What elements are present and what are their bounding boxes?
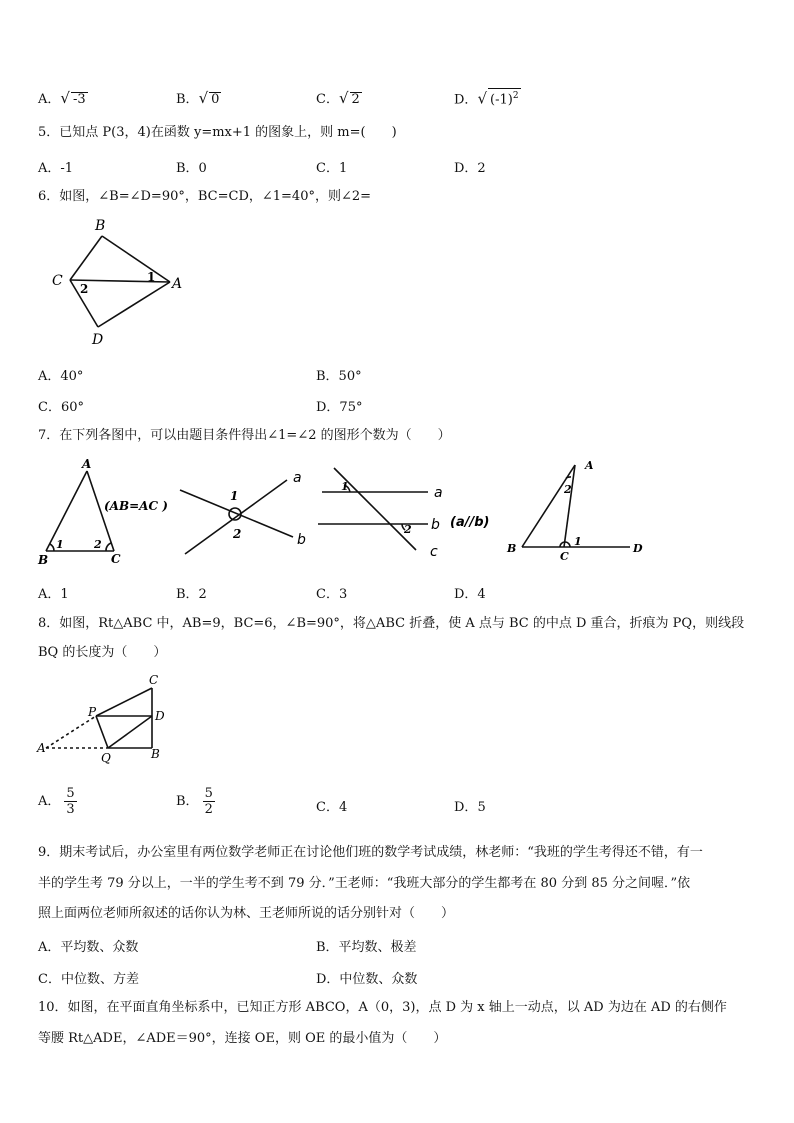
- q7-fig1-label-a: A: [82, 457, 92, 471]
- q4-option-d: D．√ $(-1)^2$: [454, 89, 519, 108]
- q7-stem: 7．在下列各图中，可以由题目条件得出∠1=∠2 的图形个数为（ ）: [38, 428, 451, 443]
- q8-option-a: A． $\frac{5}{3}$: [38, 786, 75, 817]
- q8-label-a: A: [37, 741, 46, 755]
- q7-fig4-label-a: A: [585, 459, 594, 472]
- q4-option-a: A．√ -3: [38, 89, 86, 107]
- q7-fig1-angle-2: 2: [94, 538, 102, 551]
- q7-option-c: C．3: [316, 587, 348, 602]
- q8-option-b: B． $\frac{5}{2}$: [176, 786, 213, 817]
- q7-fig1-condition: (AB=AC ): [104, 499, 168, 513]
- q6-label-c: C: [52, 273, 63, 289]
- q8-label-q: Q: [101, 751, 111, 765]
- q7-fig3-label-b: b: [431, 517, 440, 533]
- q7-fig2-label-b: b: [297, 532, 306, 548]
- q8-option-c: C．4: [316, 800, 348, 815]
- q7-fig3-label-a: a: [434, 485, 443, 501]
- q4-option-b: B．√ 0: [176, 89, 220, 107]
- q8-stem-line1: 8．如图，Rt△ABC 中，AB=9，BC=6，∠B=90°，将△ABC 折叠，使 A 点与 BC 的中点 D 重合，折痕为 PQ，则线段: [38, 616, 745, 631]
- q7-figure-1: [34, 455, 184, 570]
- q9-option-b: B．平均数、极差: [316, 940, 417, 955]
- q6-angle-1: 1: [147, 270, 156, 284]
- q6-label-d: D: [92, 332, 104, 348]
- q8-option-d: D．5: [454, 800, 486, 815]
- q7-fig3-angle-1: 1: [341, 480, 349, 493]
- q7-fig4-angle-2: 2: [564, 483, 572, 496]
- q7-fig4-label-c: C: [560, 550, 569, 563]
- q7-figure-4: [500, 455, 650, 570]
- q6-option-a: A．40°: [38, 369, 84, 384]
- q7-fig3-condition: (a//b): [450, 515, 490, 530]
- q10-line2: 等腰 Rt△ADE，∠ADE＝90°，连接 OE，则 OE 的最小值为（ ）: [38, 1031, 447, 1046]
- q6-option-c: C．60°: [38, 400, 84, 415]
- q8-label-c: C: [149, 673, 159, 687]
- q7-fig3-label-c: c: [430, 544, 438, 560]
- q6-stem: 6．如图，∠B=∠D=90°，BC=CD，∠1=40°，则∠2=: [38, 189, 372, 204]
- q5-option-a: A．-1: [38, 161, 74, 176]
- q7-fig4-label-d: D: [633, 542, 643, 555]
- q7-fig4-angle-1: 1: [574, 535, 582, 548]
- q7-option-a: A．1: [38, 587, 69, 602]
- q5-option-b: B．0: [176, 161, 207, 176]
- q8-stem-line2: BQ 的长度为（ ）: [38, 645, 167, 660]
- q6-figure: [40, 210, 200, 350]
- q5-stem: 5．已知点 P(3，4)在函数 y=mx+1 的图象上，则 m=( ): [38, 125, 397, 140]
- q6-segment-da: [98, 282, 170, 327]
- q7-fig2-label-a: a: [293, 470, 302, 486]
- q7-fig4-label-b: B: [507, 542, 517, 555]
- q8-label-d: D: [155, 709, 165, 723]
- q6-segment-ba: [102, 236, 170, 282]
- q8-label-b: B: [151, 747, 160, 761]
- q6-segment-cb: [70, 236, 102, 280]
- q6-option-b: B．50°: [316, 369, 362, 384]
- q9-line2: 半的学生考 79 分以上，一半的学生考不到 79 分．”王老师：“我班大部分的学生都考在 80 分到 85 分之间喔．”依: [38, 876, 691, 891]
- q10-line1: 10．如图，在平面直角坐标系中，已知正方形 ABCO，A（0，3)，点 D 为 x 轴上一动点，以 AD 为边在 AD 的右侧作: [38, 1000, 727, 1015]
- q6-label-b: B: [95, 218, 106, 234]
- q9-option-d: D．中位数、众数: [316, 972, 418, 987]
- q6-angle-2: 2: [80, 282, 89, 296]
- q7-fig3-angle-2: 2: [404, 523, 412, 536]
- q7-figure-3: [310, 462, 510, 562]
- q7-fig1-label-c: C: [111, 552, 121, 566]
- q7-option-d: D．4: [454, 587, 486, 602]
- q6-option-d: D．75°: [316, 400, 363, 415]
- q9-option-c: C．中位数、方差: [38, 972, 139, 987]
- q9-line1: 9．期末考试后，办公室里有两位数学老师正在讨论他们班的数学考试成绩，林老师：“我班的学生考得还不错，有一: [38, 845, 703, 860]
- q8-label-p: P: [88, 705, 97, 719]
- q9-line3: 照上面两位老师所叙述的话你认为林、王老师所说的话分别针对（ ）: [38, 906, 455, 921]
- q5-option-d: D．2: [454, 161, 486, 176]
- q7-figure-2: [175, 462, 315, 562]
- q8-figure: [34, 672, 184, 772]
- q5-option-c: C．1: [316, 161, 348, 176]
- q7-fig2-angle-2: 2: [233, 527, 242, 541]
- q4-option-c: C．√ 2: [316, 89, 360, 107]
- q7-fig2-angle-1: 1: [230, 489, 239, 503]
- q7-fig1-label-b: B: [38, 553, 49, 567]
- q7-fig1-angle-1: 1: [56, 538, 64, 551]
- q9-option-a: A．平均数、众数: [38, 940, 139, 955]
- q6-label-a: A: [172, 276, 183, 292]
- q7-option-b: B．2: [176, 587, 207, 602]
